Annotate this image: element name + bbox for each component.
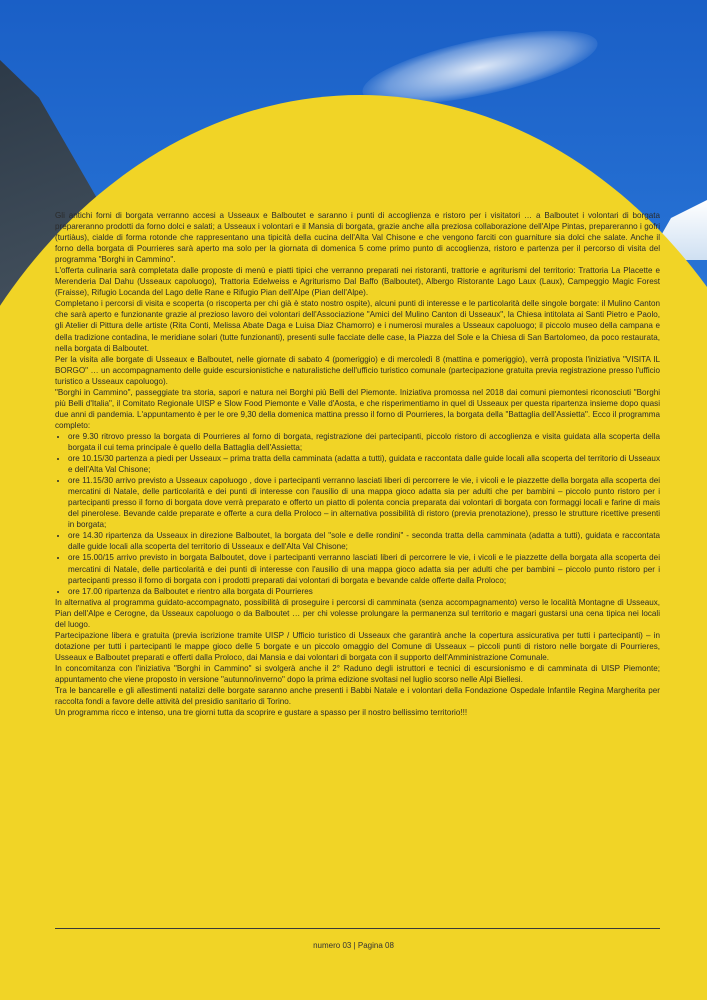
paragraph-conclusione: Un programma ricco e intenso, una tre giorni tutta da scoprire e gustare a spasso per il nostro bellissimo territorio!!! bbox=[55, 708, 468, 718]
paragraph-babbi-natale: Tra le bancarelle e gli allestimenti natalizi delle borgate saranno anche presenti i Babbi Natale e i volontari della Fondazione Ospedale Infantile Regina Margherita per raccolta fondi a favore delle attività del presidio sanitario di Torino. bbox=[55, 686, 660, 707]
article-body bbox=[55, 210, 660, 718]
program-item: • ore 11.15/30 arrivo previsto a Usseaux capoluogo , dove i partecipanti verranno lasciati liberi di percorrere le vie, i vicoli e le piazzette della borgata alla scoperta dei mercatini di Natale, delle particolarità e dei punti di interesse con l'ausilio di una mappa gioco adatta sia per adulti che per bambini – piccolo punto ristoro per i partecipanti presso il forno di borgata dove verrà preparato e offerto un piatto di polenta concia preparata dai volontari di borgata con formaggi locali e farine di mais del pinerolese. Bevande calde preparate e offerte a cura della Proloco – in alternativa possibilità di ristoro (previa prenotazione), presso le strutture ricettive presenti in borgata; bbox=[68, 475, 660, 530]
paragraph-partecipazione: Partecipazione libera e gratuita (previa iscrizione tramite UISP / Ufficio turistico di Usseaux che garantirà anche la copertura assicurativa per tutti i partecipanti) – in dotazione per tutti i partecipanti le mappe gioco delle 5 borgate e un piccolo omaggio del Comune di Usseaux – piccoli punti di ristoro nelle borgate di Pourrieres, Usseaux e Balboutet preparati e offerti dalla Proloco, dai Mansia e dai volontari di borgata con il supporto dell'Amministrazione Comunale. bbox=[55, 630, 660, 662]
paragraph-offerta-culinaria: L'offerta culinaria sarà completata dalle proposte di menù e piatti tipici che verranno preparati nei ristoranti, trattorie e agriturismi del territorio: Trattoria La Placette e Merenderia Dal Dahu (Usseaux capoluogo), Trattoria Edelweiss e Agriturismo Dal Baffo (Balboutet), Albergo Ristorante Lago Laux (Laux), Campeggio Magic Forest (Fraisse), Rifugio Locanda del Lago delle Rane e Rifugio Pian dell'Alpe (Pian dell'Alpe). bbox=[55, 266, 660, 298]
program-item: • ore 15.00/15 arrivo previsto in borgata Balboutet, dove i partecipanti verranno lasciati liberi di percorrere le vie, i vicoli e le piazzette della borgata alla scoperta dei mercatini di Natale, delle particolarità e dei punti di interesse con l'ausilio di una mappa gioco adatta sia per adulti che per bambini – piccolo punto ristoro per i partecipanti presso il forno di borgata con i prodotti preparati dai volontari di borgata e bevande calde offerte dalla Proloco; bbox=[68, 552, 660, 585]
paragraph-borghi-in-cammino: "Borghi in Cammino", passeggiate tra storia, sapori e natura nei Borghi più Belli del Piemonte. Iniziativa promossa nel 2018 dai comuni piemontesi riconosciuti "Borghi più Belli d'Italia", il Comitato Regionale UISP e Slow Food Piemonte e Valle d'Aosta, e che risperimentiamo in quel di Usseaux per questa ripartenza insieme dopo quasi due anni di pandemia. L'appuntamento è per le ore 9,30 della domenica mattina presso il forno di Pourrieres, la borgata della "Battaglia dell'Assietta". Ecco il programma completo: bbox=[55, 387, 660, 430]
paragraph-forni: Gli antichi forni di borgata verranno accesi a Usseaux e Balboutet e saranno i punti di accoglienza e ristoro per i visitatori … a Balboutet i volontari di borgata prepareranno prodotti da forno dolci e salati; a Usseaux i volontari e il Mansia di borgata, grazie anche alla preziosa collaborazione dell'Alpe Pintas, prepareranno i gofri (turtiàus), cialde di forma rotonde che rappresentano una tipicità della cucina dell'Alta Val Chisone e che vengono farciti con guarniture sia dolci che salate. Anche il forno della borgata di Pourrieres sarà aperto ma solo per la giornata di domenica 5 come primo punto di accoglienza, ristoro e partenza per il percorso di visita del programma "Borghi in Cammino". bbox=[55, 211, 660, 265]
program-item: • ore 17.00 ripartenza da Balboutet e rientro alla borgata di Pourrieres bbox=[68, 586, 660, 597]
program-list bbox=[55, 431, 660, 597]
page-footer: numero 03 | Pagina 08 bbox=[313, 941, 394, 950]
program-item: • ore 10.15/30 partenza a piedi per Usseaux – prima tratta della camminata (adatta a tutti), guidata e raccontata dalle guide locali alla scoperta del territorio di Usseaux e dell'Alta Val Chisone; bbox=[68, 453, 660, 475]
paragraph-raduno: In concomitanza con l'iniziativa "Borghi in Cammino" si svolgerà anche il 2° Raduno degli istruttori e tecnici di escursionismo e di camminata di UISP Piemonte; appuntamento che viene proposto in versione "autunno/inverno" dopo la prima edizione svoltasi nel luglio scorso nelle Alpi Biellesi. bbox=[55, 663, 660, 684]
footer-divider bbox=[55, 928, 660, 929]
paragraph-percorsi: Completano i percorsi di visita e scoperta (o riscoperta per chi già è stato nostro ospite), alcuni punti di interesse e le particolarità delle singole borgate: il Mulino Canton che sarà aperto e funzionante grazie al prezioso lavoro dei volontari dell'Associazione "Amici del Mulino Canton di Usseaux", la Chiesa intitolata ai Santi Pietro e Paolo, gli Atelier di Pittura delle artiste (Rita Conti, Melissa Abate Daga e Luisa Diaz Chamorro) e i numerosi murales a Usseaux capoluogo; il piccolo museo della campana e della tradizione contadina, le meridiane solari (tutte funzionanti), presenti sulle facciate delle case, la Piazza del Sole e la Chiesa di San Bartolomeo, da poco restaurata, nella borgata di Balboutet. bbox=[55, 299, 660, 353]
paragraph-visita-borgo: Per la visita alle borgate di Usseaux e Balboutet, nelle giornate di sabato 4 (pomeriggio) e di mercoledì 8 (mattina e pomeriggio), verrà proposta l'iniziativa "VISITA IL BORGO" … un accompagnamento delle guide escursionistiche e naturalistiche dell'ufficio turistico comunale (partecipazione gratuita previa registrazione presso l'ufficio turistico a Usseaux capoluogo). bbox=[55, 354, 660, 386]
paragraph-alternativa: In alternativa al programma guidato-accompagnato, possibilità di proseguire i percorsi di camminata (senza accompagnamento) verso le località Montagne di Usseaux, Pian dell'Alpe e Cerogne, da Usseaux capoluogo o da Balboutet … per chi volesse prolungare la permanenza sul territorio e magari gustarsi una cena tipica nei locali del luogo. bbox=[55, 597, 660, 629]
program-item: • ore 9.30 ritrovo presso la borgata di Pourrieres al forno di borgata, registrazione dei partecipanti, piccolo ristoro di accoglienza e visita guidata alla scoperta della borgata il cui tema principale è quello della Battaglia dell'Assietta; bbox=[68, 431, 660, 453]
program-item: • ore 14.30 ripartenza da Usseaux in direzione Balboutet, la borgata del "sole e delle rondini" - seconda tratta della camminata (adatta a tutti), guidata e raccontata dalle guide locali alla scoperta del territorio di Usseaux e dell'Alta Val Chisone; bbox=[68, 530, 660, 552]
